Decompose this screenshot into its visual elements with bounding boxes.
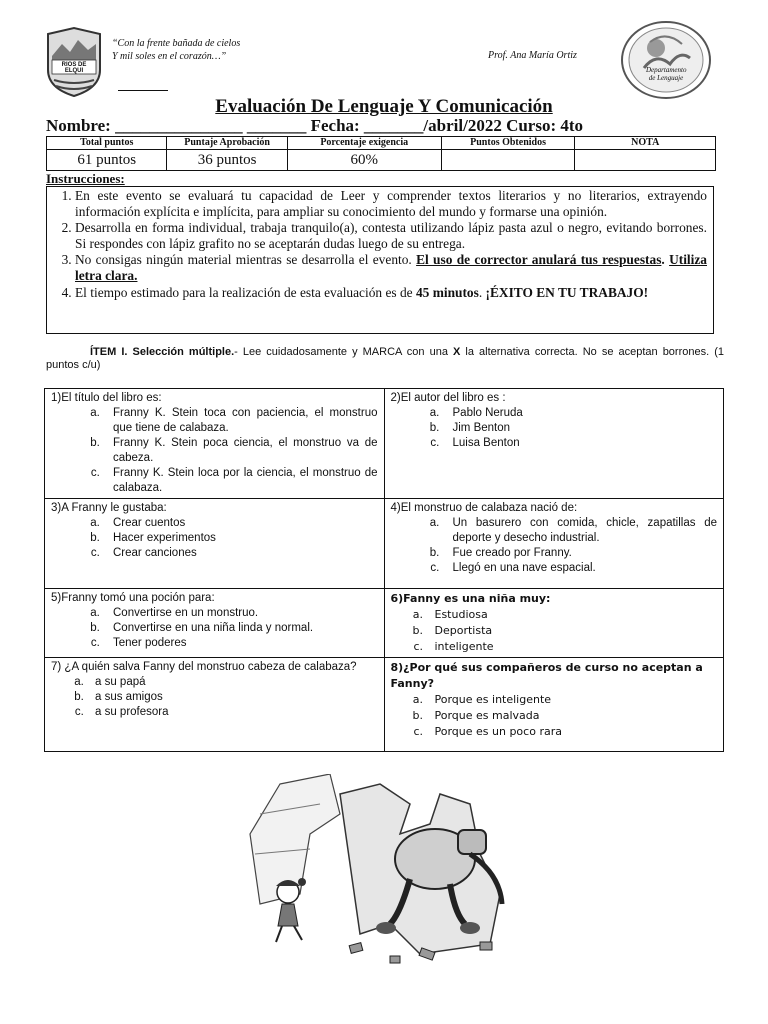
answer-option[interactable]: c. Tener poderes bbox=[103, 636, 378, 651]
instruction-item: 2. Desarrolla en forma individual, trabaja tranquilo(a), contesta utilizando lápiz pasta azul o negro, evitando borrones. Si respondes con lápiz grafito no se aceptarán dudas luego de su entrega. bbox=[75, 220, 707, 251]
question-5 bbox=[45, 589, 385, 658]
question-2 bbox=[384, 389, 724, 499]
answer-option[interactable]: a. Porque es inteligente bbox=[427, 692, 718, 708]
score-obtained-field[interactable] bbox=[441, 150, 575, 171]
answer-option[interactable]: c. Porque es un poco rara bbox=[427, 724, 718, 740]
department-logo-text: Departamento de Lenguaje bbox=[646, 66, 687, 82]
question-text: 1)El título del libro es: bbox=[51, 392, 162, 404]
school-logo-text: RIOS DE ELQUI bbox=[61, 62, 87, 74]
department-logo bbox=[620, 20, 712, 100]
instruction-item: 1. En este evento se evaluará tu capacidad de Leer y comprender textos literarios y no literarios, extrayendo información explícita e implícita, para ampliar su conocimiento del mundo y formarse una opinión. bbox=[75, 188, 707, 219]
answer-option[interactable]: a. Pablo Neruda bbox=[443, 406, 718, 421]
question-6 bbox=[384, 589, 724, 658]
questions-table bbox=[44, 388, 724, 752]
answer-option[interactable]: b. Fue creado por Franny. bbox=[443, 546, 718, 561]
question-7 bbox=[45, 658, 385, 752]
score-header-approval: Puntaje Aprobación bbox=[167, 137, 287, 150]
student-info-line: Nombre: _______________ _______ Fecha: _______/abril/2022 Curso: 4to bbox=[46, 116, 584, 135]
answer-option[interactable]: c. Franny K. Stein loca por la ciencia, el monstruo de calabaza. bbox=[103, 466, 378, 496]
answer-option[interactable]: a. Un basurero con comida, chicle, zapatillas de deporte y desecho industrial. bbox=[443, 516, 718, 546]
score-header-total: Total puntos bbox=[47, 137, 167, 150]
score-header-percentage: Porcentaje exigencia bbox=[287, 137, 441, 150]
divider bbox=[118, 90, 168, 91]
answer-option[interactable]: c. Llegó en una nave espacial. bbox=[443, 561, 718, 576]
instructions-box bbox=[46, 186, 714, 334]
motto-line-1: “Con la frente bañada de cielos bbox=[112, 38, 241, 49]
score-header-grade: NOTA bbox=[575, 137, 716, 150]
question-text: 5)Franny tomó una poción para: bbox=[51, 592, 215, 604]
answer-option[interactable]: c. Luisa Benton bbox=[443, 436, 718, 451]
question-3 bbox=[45, 499, 385, 589]
question-text: 6)Fanny es una niña muy: bbox=[390, 592, 551, 605]
section-label: ÍTEM I. Selección múltiple. bbox=[90, 346, 235, 358]
motto-line-2: Y mil soles en el corazón…” bbox=[112, 51, 227, 62]
score-header-obtained: Puntos Obtenidos bbox=[441, 137, 575, 150]
score-approval: 36 puntos bbox=[167, 150, 287, 171]
answer-option[interactable]: b. Jim Benton bbox=[443, 421, 718, 436]
school-logo bbox=[44, 26, 104, 98]
answer-option[interactable]: b. a sus amigos bbox=[87, 690, 378, 705]
question-text: 8)¿Por qué sus compañeros de curso no aceptan a Fanny? bbox=[390, 661, 703, 690]
question-text: 7) ¿A quién salva Fanny del monstruo cabeza de calabaza? bbox=[51, 661, 357, 673]
professor-name: Prof. Ana María Ortiz bbox=[488, 50, 577, 61]
answer-option[interactable]: a. Convertirse en un monstruo. bbox=[103, 606, 378, 621]
answer-option[interactable]: a. Franny K. Stein toca con paciencia, el monstruo que tiene de calabaza. bbox=[103, 406, 378, 436]
answer-option[interactable]: c. inteligente bbox=[427, 639, 718, 655]
instructions-heading: Instrucciones: bbox=[46, 171, 125, 186]
question-text: 3)A Franny le gustaba: bbox=[51, 502, 167, 514]
page-title: Evaluación De Lenguaje Y Comunicación bbox=[215, 96, 553, 117]
answer-option[interactable]: b. Deportista bbox=[427, 623, 718, 639]
answer-option[interactable]: c. a su profesora bbox=[87, 705, 378, 720]
answer-option[interactable]: b. Convertirse en una niña linda y normal. bbox=[103, 621, 378, 636]
answer-option[interactable]: a. Estudiosa bbox=[427, 607, 718, 623]
score-total: 61 puntos bbox=[47, 150, 167, 171]
instruction-item: 3. No consigas ningún material mientras se desarrolla el evento. El uso de corrector anulará tus respuestas. Utiliza letra clara. bbox=[75, 252, 707, 283]
score-table bbox=[46, 136, 716, 171]
question-text: 2)El autor del libro es : bbox=[390, 392, 506, 404]
answer-option[interactable]: c. Crear canciones bbox=[103, 546, 378, 561]
answer-option[interactable]: a. a su papá bbox=[87, 675, 378, 690]
story-illustration bbox=[240, 774, 540, 970]
school-motto bbox=[112, 37, 240, 63]
instruction-item: 4. El tiempo estimado para la realización de esta evaluación es de 45 minutos. ¡ÉXITO EN TU TRABAJO! bbox=[75, 285, 707, 301]
section-instructions: ÍTEM I. Selección múltiple.- Lee cuidadosamente y MARCA con una X la alternativa correcta. No se aceptan borrones. (1 puntos c/u) bbox=[46, 346, 725, 371]
question-8 bbox=[384, 658, 724, 752]
question-4 bbox=[384, 499, 724, 589]
answer-option[interactable]: b. Hacer experimentos bbox=[103, 531, 378, 546]
answer-option[interactable]: b. Franny K. Stein poca ciencia, el monstruo va de cabeza. bbox=[103, 436, 378, 466]
score-percentage: 60% bbox=[287, 150, 441, 171]
question-text: 4)El monstruo de calabaza nació de: bbox=[390, 502, 578, 514]
score-grade-field[interactable] bbox=[575, 150, 716, 171]
answer-option[interactable]: a. Crear cuentos bbox=[103, 516, 378, 531]
question-1 bbox=[45, 389, 385, 499]
answer-option[interactable]: b. Porque es malvada bbox=[427, 708, 718, 724]
